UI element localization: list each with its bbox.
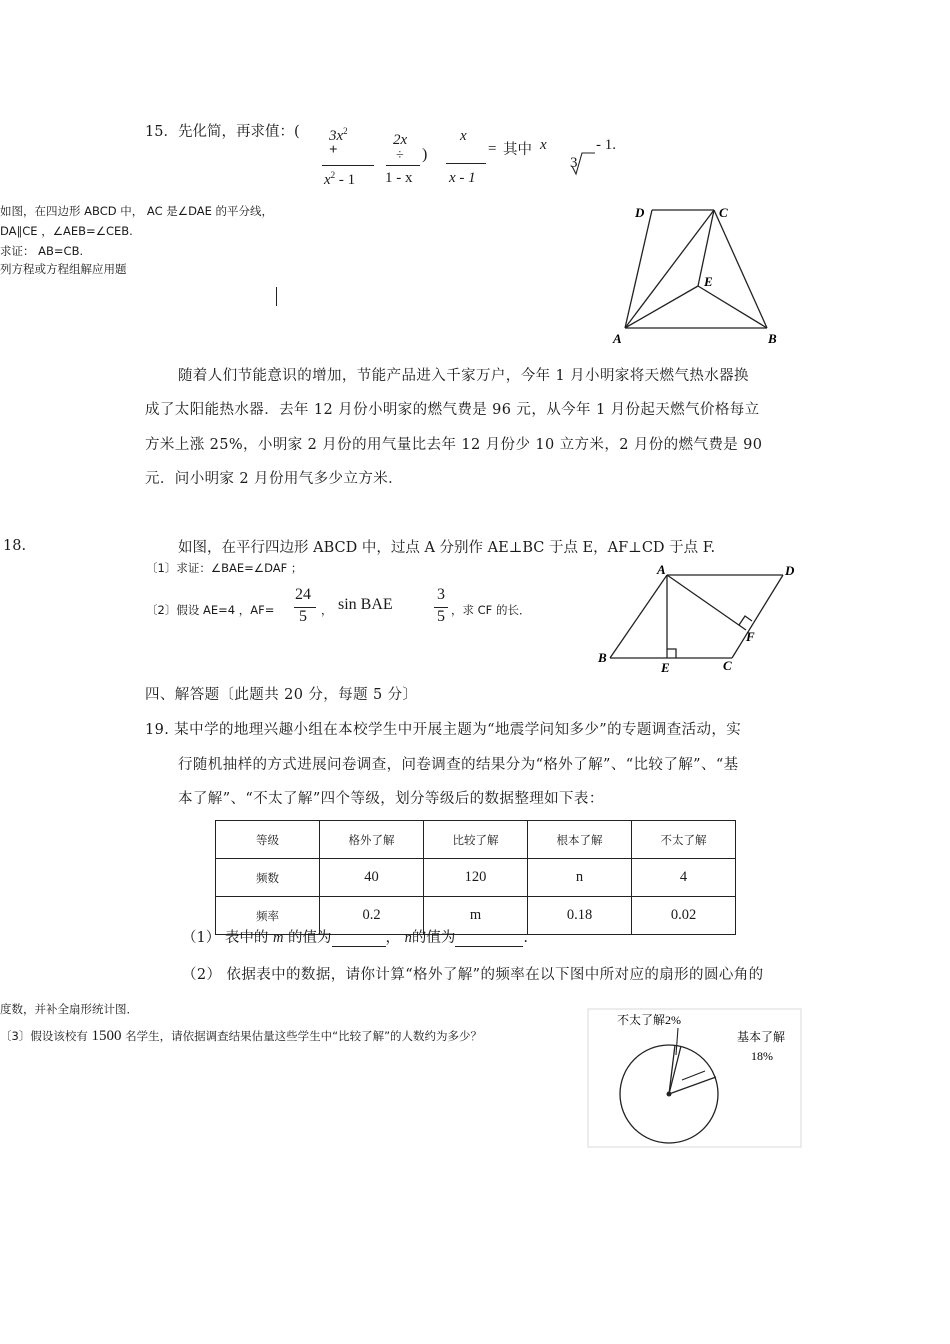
q18-comma: ，: [321, 603, 333, 617]
table-cell: 格外了解: [320, 821, 424, 859]
q15-plus: +: [329, 142, 338, 158]
q18-label-B: B: [598, 650, 607, 665]
table-cell: 0.18: [528, 897, 632, 935]
pie-radius-2: [669, 1046, 681, 1094]
q15-root-index: 3: [570, 155, 578, 171]
table-cell: 等级: [216, 821, 320, 859]
q15-numerator-3: x: [460, 128, 467, 144]
q15-right-paren: ): [422, 146, 428, 163]
q19-line1: 19. 某中学的地理兴趣小组在本校学生中开展主题为“地震学问知多少”的专题调查活动，实: [145, 722, 742, 738]
q18-label-C: C: [723, 658, 732, 673]
table-cell: 频数: [216, 859, 320, 897]
q15-fraction-bar-1: [322, 165, 374, 166]
q18-sin: sin BAE: [338, 596, 393, 613]
text-cursor: [276, 287, 277, 306]
q19-line3: 本了解”、“不太了解”四个等级，划分等级后的数据整理如下表：: [178, 791, 604, 807]
table-cell: 根本了解: [528, 821, 632, 859]
q15-minus-one: - 1.: [596, 137, 616, 153]
q16-label-B: B: [768, 331, 777, 346]
q15-numerator-1: $3x^2$: [329, 126, 348, 144]
table-row: [216, 859, 736, 897]
table-cell: 40: [320, 859, 424, 897]
q19-line2: 行随机抽样的方式进展问卷调查，问卷调查的结果分为“格外了解”、“比较了解”、“基: [178, 757, 739, 773]
q15-where: 其中: [503, 142, 532, 158]
q15-root-sign: [570, 150, 596, 176]
table-row: [216, 821, 736, 859]
q17-line4: 元．问小明家 2 月份用气多少立方米．: [145, 471, 404, 487]
table-cell: n: [528, 859, 632, 897]
q19-sub3: 〔3〕假设该校有 1500 名学生，请依据调查结果估量这些学生中“比较了解”的人数约为多少？: [0, 1028, 483, 1044]
q16-label-A: A: [613, 331, 622, 346]
pie-label-basic-pct: 18%: [751, 1049, 773, 1063]
pie-radius-1: [669, 1045, 675, 1094]
q18-number: 18.: [3, 538, 27, 554]
q18-af-denominator: 5: [299, 608, 307, 625]
pie-leader-1: [676, 1028, 678, 1055]
q15-label: 15．先化简，再求值：(: [145, 124, 300, 140]
q15-x: x: [540, 137, 547, 153]
q15-fraction-bar-3: [446, 163, 486, 164]
q18-sin-numerator: 3: [437, 586, 445, 603]
q15-denominator-1: $x^2 - 1$: [324, 170, 356, 188]
table-cell: 0.2: [320, 897, 424, 935]
q15-divide: ÷: [396, 148, 404, 163]
q18-label-E: E: [661, 660, 670, 675]
q15-equals: =: [488, 141, 497, 157]
q15-denominator-3: x - 1: [449, 170, 476, 186]
q18-label-F: F: [746, 629, 755, 644]
q19-sub2-cont: 度数，并补全扇形统计图．: [0, 1002, 138, 1016]
q17-line1: 随着人们节能意识的增加，节能产品进入千家万户，今年 1 月小明家将天燃气热水器换: [178, 368, 749, 384]
q18-part2-pre: 〔2〕假设 AE=4 ，AF=: [146, 603, 275, 617]
q16-line2: DA∥CE ，∠AEB=∠CEB.: [0, 224, 133, 238]
pie-leader-2: [682, 1071, 705, 1080]
q19-sub1: （1） 表中的 m 的值为 ， n的值为 .: [182, 930, 529, 946]
q15-denominator-2: 1 - x: [385, 170, 413, 186]
q16-label-E: E: [704, 274, 713, 289]
blank-m[interactable]: [332, 932, 386, 947]
q18-figure: [595, 558, 805, 678]
q19-frequency-table: [215, 820, 736, 935]
q19-sub2: （2） 依据表中的数据，请你计算“格外了解”的频率在以下图中所对应的扇形的圆心角的: [182, 967, 764, 983]
table-cell: 4: [632, 859, 736, 897]
table-cell: 0.02: [632, 897, 736, 935]
q16-line1: 如图，在四边形 ABCD 中， AC 是∠DAE 的平分线，: [0, 204, 274, 218]
pie-radius-3: [669, 1077, 716, 1094]
blank-n[interactable]: [455, 932, 523, 947]
q17-line2: 成了太阳能热水器．去年 12 月份小明家的燃气费是 96 元，从今年 1 月份起天燃气价格每立: [145, 402, 760, 418]
q18-af-numerator: 24: [295, 586, 311, 603]
table-cell: 不太了解: [632, 821, 736, 859]
q15-fraction-bar-2: [386, 165, 420, 166]
q16-figure: [610, 200, 790, 348]
q16-label-C: C: [719, 205, 728, 220]
pie-label-basic: 基本了解: [737, 1030, 786, 1044]
q18-part2-post: ，求 CF 的长．: [451, 603, 531, 617]
table-cell: 比较了解: [424, 821, 528, 859]
section4-heading: 四、解答题〔此题共 20 分，每题 5 分〕: [145, 687, 418, 703]
pie-label-small: 不太了解2%: [617, 1013, 681, 1027]
q17-line3: 方米上涨 25%，小明家 2 月份的用气量比去年 12 月份少 10 立方米，2 月份的燃气费是 90: [145, 437, 763, 453]
table-cell: 120: [424, 859, 528, 897]
table-cell: 频率: [216, 897, 320, 935]
q18-sin-denominator: 5: [437, 608, 445, 625]
q16-label-D: D: [635, 205, 645, 220]
q16-line4: 列方程或方程组解应用题: [0, 262, 127, 276]
q15-numerator-2: 2x: [393, 132, 408, 148]
q18-label-D: D: [785, 563, 795, 578]
q18-stem: 如图，在平行四边形 ABCD 中，过点 A 分别作 AE⊥BC 于点 E，AF⊥CD 于点 F.: [178, 540, 716, 556]
table-cell: m: [424, 897, 528, 935]
q18-label-A: A: [657, 562, 666, 577]
q18-part1: 〔1〕求证：∠BAE=∠DAF ；: [146, 561, 303, 575]
q19-pie-chart: [587, 1008, 803, 1148]
q16-line3: 求证： AB=CB.: [0, 244, 84, 258]
